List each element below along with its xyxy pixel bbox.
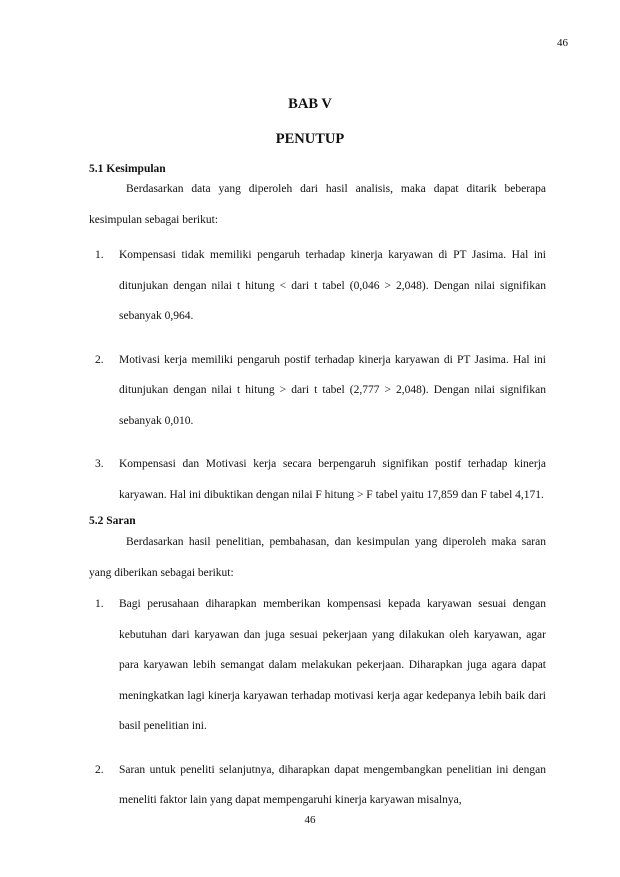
list-item-number: 2. <box>95 353 104 366</box>
list-item <box>89 345 546 437</box>
list-item-text: Saran untuk peneliti selanjutnya, diharapkan dapat mengembangkan penelitian ini dengan meneliti faktor lain yang dapat mempengaruhi kinerja karyawan misalnya, <box>119 763 546 806</box>
list-item <box>89 240 546 332</box>
list-item-number: 1. <box>95 598 104 610</box>
list-item <box>89 755 546 816</box>
section-heading-kesimpulan: 5.1 Kesimpulan <box>89 163 166 175</box>
section-intro-kesimpulan: Berdasarkan data yang diperoleh dari hasil analisis, maka dapat ditarik beberapa kesimpulan sebagai berikut: <box>89 183 546 226</box>
chapter-number: BAB V <box>288 96 332 112</box>
list-item-number: 3. <box>95 458 104 470</box>
section-heading-saran: 5.2 Saran <box>89 515 136 527</box>
suggestion-list <box>89 589 546 816</box>
list-item-number: 2. <box>95 763 104 776</box>
list-item-text: Kompensasi dan Motivasi kerja secara berpengaruh signifikan postif terhadap kinerja karyawan. Hal ini dibuktikan dengan nilai F hitung > F tabel yaitu 17,859 dan F tabel 4,171. <box>119 458 546 501</box>
list-item-text: Motivasi kerja memiliki pengaruh postif terhadap kinerja karyawan di PT Jasima. Hal ini ditunjukan dengan nilai t hitung > dari t tabel (2,777 > 2,048). Dengan nilai signifikan sebanyak 0,010. <box>119 353 546 427</box>
list-item <box>89 449 546 510</box>
list-item <box>89 589 546 742</box>
chapter-title: PENUTUP <box>275 131 345 147</box>
list-item-text: Kompensasi tidak memiliki pengaruh terhadap kinerja karyawan di PT Jasima. Hal ini ditunjukan dengan nilai t hitung < dari t tabel (0,046 > 2,048). Dengan nilai signifikan sebanyak 0,964. <box>119 249 546 322</box>
page-number-bottom: 46 <box>304 814 316 826</box>
conclusion-list <box>89 240 546 510</box>
list-item-text: Bagi perusahaan diharapkan memberikan kompensasi kepada karyawan sesuai dengan kebutuhan dari karyawan dan juga sesuai pekerjaan yang dilakukan oleh karyawan, agar para karyawan lebih semangat dalam melakukan pekerjaan. Diharapkan juga agara dapat meningkatkan lagi kinerja karyawan terhadap motivasi kerja agar kedepanya lebih baik dari basil penelitian ini. <box>119 598 546 732</box>
section-intro-saran: Berdasarkan hasil penelitian, pembahasan, dan kesimpulan yang diperoleh maka saran yang diberikan sebagai berikut: <box>89 536 546 579</box>
list-item-number: 1. <box>95 249 104 261</box>
page-number-top: 46 <box>557 37 568 49</box>
